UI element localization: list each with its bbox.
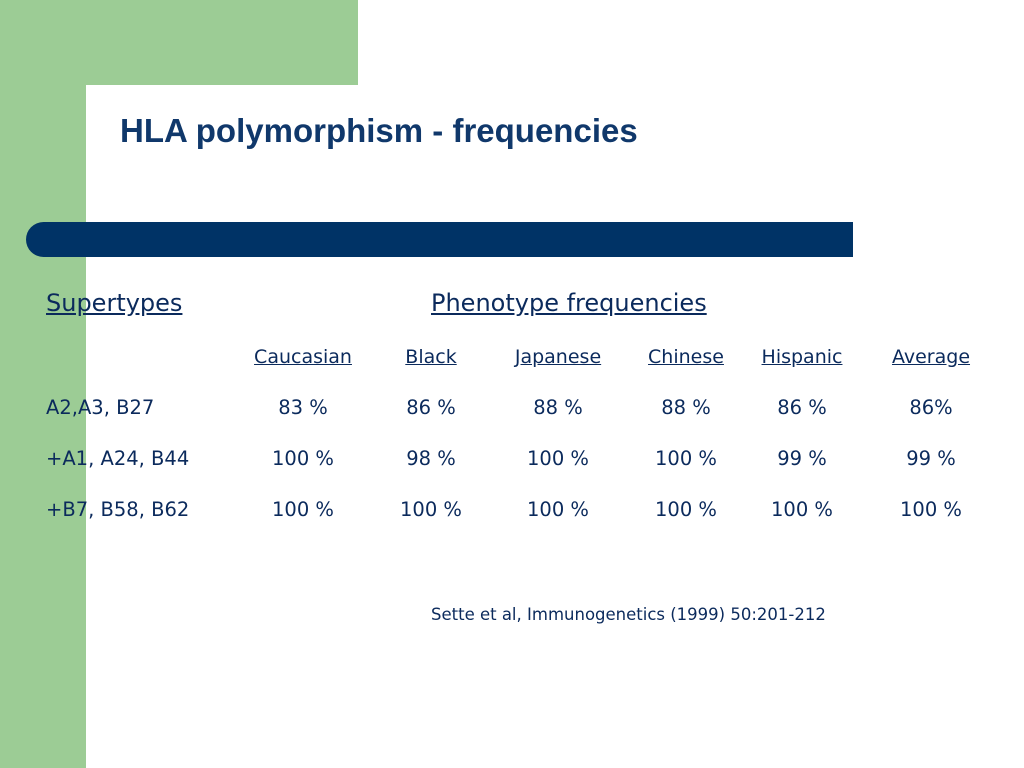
table-cell: 100 %	[400, 498, 462, 521]
table-cell: 99 %	[906, 447, 956, 470]
left-green-band	[0, 0, 86, 768]
table-cell: 99 %	[777, 447, 827, 470]
supertypes-heading: Supertypes	[46, 289, 183, 317]
table-cell: 100 %	[272, 447, 334, 470]
row-label: +B7, B58, B62	[46, 498, 190, 521]
table-cell: 100 %	[655, 447, 717, 470]
table-cell: 88 %	[661, 396, 711, 419]
table-cell: 100 %	[272, 498, 334, 521]
phenotype-frequencies-heading: Phenotype frequencies	[431, 289, 707, 317]
row-label: +A1, A24, B44	[46, 447, 190, 470]
table-cell: 100 %	[900, 498, 962, 521]
table-cell: 100 %	[527, 447, 589, 470]
table-cell: 100 %	[655, 498, 717, 521]
title-underline-bar	[26, 222, 853, 257]
column-header-caucasian: Caucasian	[254, 346, 352, 368]
citation-text: Sette et al, Immunogenetics (1999) 50:201-212	[431, 605, 826, 624]
column-header-hispanic: Hispanic	[761, 346, 843, 368]
top-green-band	[0, 0, 358, 85]
row-label: A2,A3, B27	[46, 396, 155, 419]
table-cell: 88 %	[533, 396, 583, 419]
table-cell: 86 %	[406, 396, 456, 419]
slide-title: HLA polymorphism - frequencies	[120, 112, 638, 149]
column-header-chinese: Chinese	[648, 346, 724, 368]
table-cell: 100 %	[527, 498, 589, 521]
table-cell: 86%	[909, 396, 953, 419]
column-header-black: Black	[405, 346, 457, 368]
table-cell: 83 %	[278, 396, 328, 419]
column-header-average: Average	[891, 346, 971, 368]
table-cell: 86 %	[777, 396, 827, 419]
table-cell: 98 %	[406, 447, 456, 470]
column-header-japanese: Japanese	[514, 346, 602, 368]
table-cell: 100 %	[771, 498, 833, 521]
